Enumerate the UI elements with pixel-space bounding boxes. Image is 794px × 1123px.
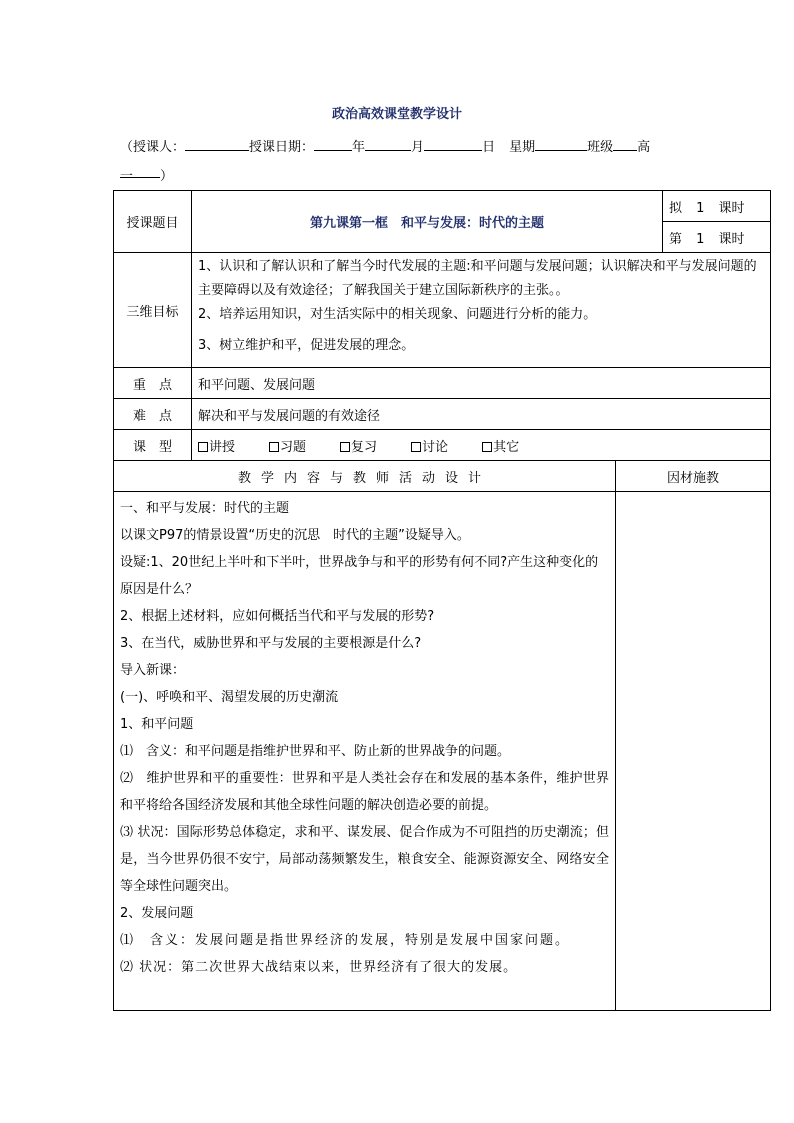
content-line: ⑴ 含义：和平问题是指维护世界和平、防止新的世界战争的问题。: [120, 744, 511, 759]
header-info-line: [120, 136, 650, 155]
teacher-label: （授课人：: [120, 140, 186, 155]
type-option-label: 讲授: [209, 439, 236, 455]
content-line: 设疑:1、20世纪上半叶和下半叶，世界战争与和平的形势有何不同?产生这种变化的原因是什么？: [120, 555, 599, 597]
checkbox-icon: [198, 442, 208, 452]
content-line: ⑵ 状况：第二次世界大战结束以来，世界经济有了很大的发展。: [120, 960, 518, 975]
checkbox-icon: [482, 442, 492, 452]
lesson-type-label: 课 型: [114, 430, 192, 461]
key-points: 和平问题、发展问题: [192, 368, 771, 399]
content-line: 3、在当代，威胁世界和平与发展的主要根源是什么?: [120, 636, 422, 651]
content-row: [114, 492, 771, 1011]
topic-label: 授课题目: [114, 191, 192, 253]
header-info-line-2: [120, 165, 173, 184]
content-header: 教学内容与教师活动设计: [114, 461, 616, 492]
content-line: 1、和平问题: [120, 717, 194, 732]
year-label: 年: [352, 140, 366, 155]
class-label: 班级: [587, 140, 614, 155]
year-blank: [314, 138, 352, 151]
day-label: 日: [482, 140, 496, 155]
type-option-label: 讨论: [422, 439, 449, 455]
current-hours: 第 1 课时: [663, 222, 771, 253]
objectives-row: [114, 253, 771, 368]
content-line: ⑴ 含义：发展问题是指世界经济的发展，特别是发展中国家问题。: [120, 933, 571, 948]
lesson-type-options: [192, 430, 771, 461]
type-option-lecture[interactable]: [198, 436, 235, 455]
type-option-other[interactable]: [482, 436, 519, 455]
topic-row: [114, 191, 771, 222]
objective-1: 1、认识和了解认识和了解当今时代发展的主题:和平问题与发展问题；认识解决和平与发展问题的主要障碍以及有效途径；了解我国关于建立国际新秩序的主张。。: [198, 259, 757, 298]
objective-3: 3、树立维护和平，促进发展的理念。: [198, 338, 415, 353]
content-line: 2、发展问题: [120, 906, 194, 921]
content-header-row: [114, 461, 771, 492]
adapt-cell: [616, 492, 771, 1011]
content-line: 一、和平与发展：时代的主题: [120, 501, 290, 516]
difficult-points-row: [114, 399, 771, 430]
difficult-points: 解决和平与发展问题的有效途径: [192, 399, 771, 430]
content-line: 以课文P97的情景设置“历史的沉思 时代的主题”设疑导入。: [120, 528, 470, 543]
adapt-header: 因材施教: [616, 461, 771, 492]
key-points-label: 重 点: [114, 368, 192, 399]
content-line: ⑶ 状况：国际形势总体稳定，求和平、谋发展、促合作成为不可阻挡的历史潮流；但是，当今世界仍很不安宁，局部动荡频繁发生，粮食安全、能源资源安全、网络安全等全球性问题突出。: [120, 825, 609, 894]
weekday-blank: [535, 138, 587, 151]
month-label: 月: [411, 140, 425, 155]
grade-prefix: 高: [637, 140, 651, 155]
planned-hours: 拟 1 课时: [663, 191, 771, 222]
key-points-row: [114, 368, 771, 399]
month-blank: [365, 138, 411, 151]
class-blank: [613, 138, 637, 151]
content-line: 导入新课：: [120, 663, 186, 678]
weekday-label: 星期: [509, 140, 536, 155]
type-option-label: 复习: [351, 439, 378, 455]
lesson-type-row: [114, 430, 771, 461]
content-line: (一)、呼唤和平、渴望发展的历史潮流: [120, 690, 339, 705]
teacher-blank: [185, 138, 249, 151]
checkbox-icon: [411, 442, 421, 452]
close-paren: ）: [160, 169, 174, 184]
content-line: 2、根据上述材料，应如何概括当代和平与发展的形势?: [120, 609, 435, 624]
lesson-plan-table: [113, 190, 771, 1011]
type-option-label: 其它: [493, 439, 520, 455]
type-option-exercise[interactable]: [269, 436, 306, 455]
lesson-topic: 第九课第一框 和平与发展：时代的主题: [192, 191, 663, 253]
type-option-review[interactable]: [340, 436, 377, 455]
content-line: ⑵ 维护世界和平的重要性：世界和平是人类社会存在和发展的基本条件，维护世界和平将给各国经济发展和其他全球性问题的解决创造必要的前提。: [120, 771, 609, 813]
teaching-content: [114, 492, 616, 1011]
type-option-label: 习题: [280, 439, 307, 455]
type-option-discussion[interactable]: [411, 436, 448, 455]
difficult-points-label: 难 点: [114, 399, 192, 430]
date-label: 授课日期：: [249, 140, 315, 155]
grade-blank: [120, 165, 160, 184]
grade-suffix: 一: [120, 169, 134, 184]
objectives-label: 三维目标: [114, 253, 192, 368]
day-blank: [424, 138, 482, 151]
objective-2: 2、培养运用知识，对生活实际中的相关现象、问题进行分析的能力。: [198, 307, 597, 322]
page-title: 政治高效课堂教学设计: [331, 107, 462, 122]
objectives-cell: [192, 253, 771, 368]
checkbox-icon: [340, 442, 350, 452]
checkbox-icon: [269, 442, 279, 452]
